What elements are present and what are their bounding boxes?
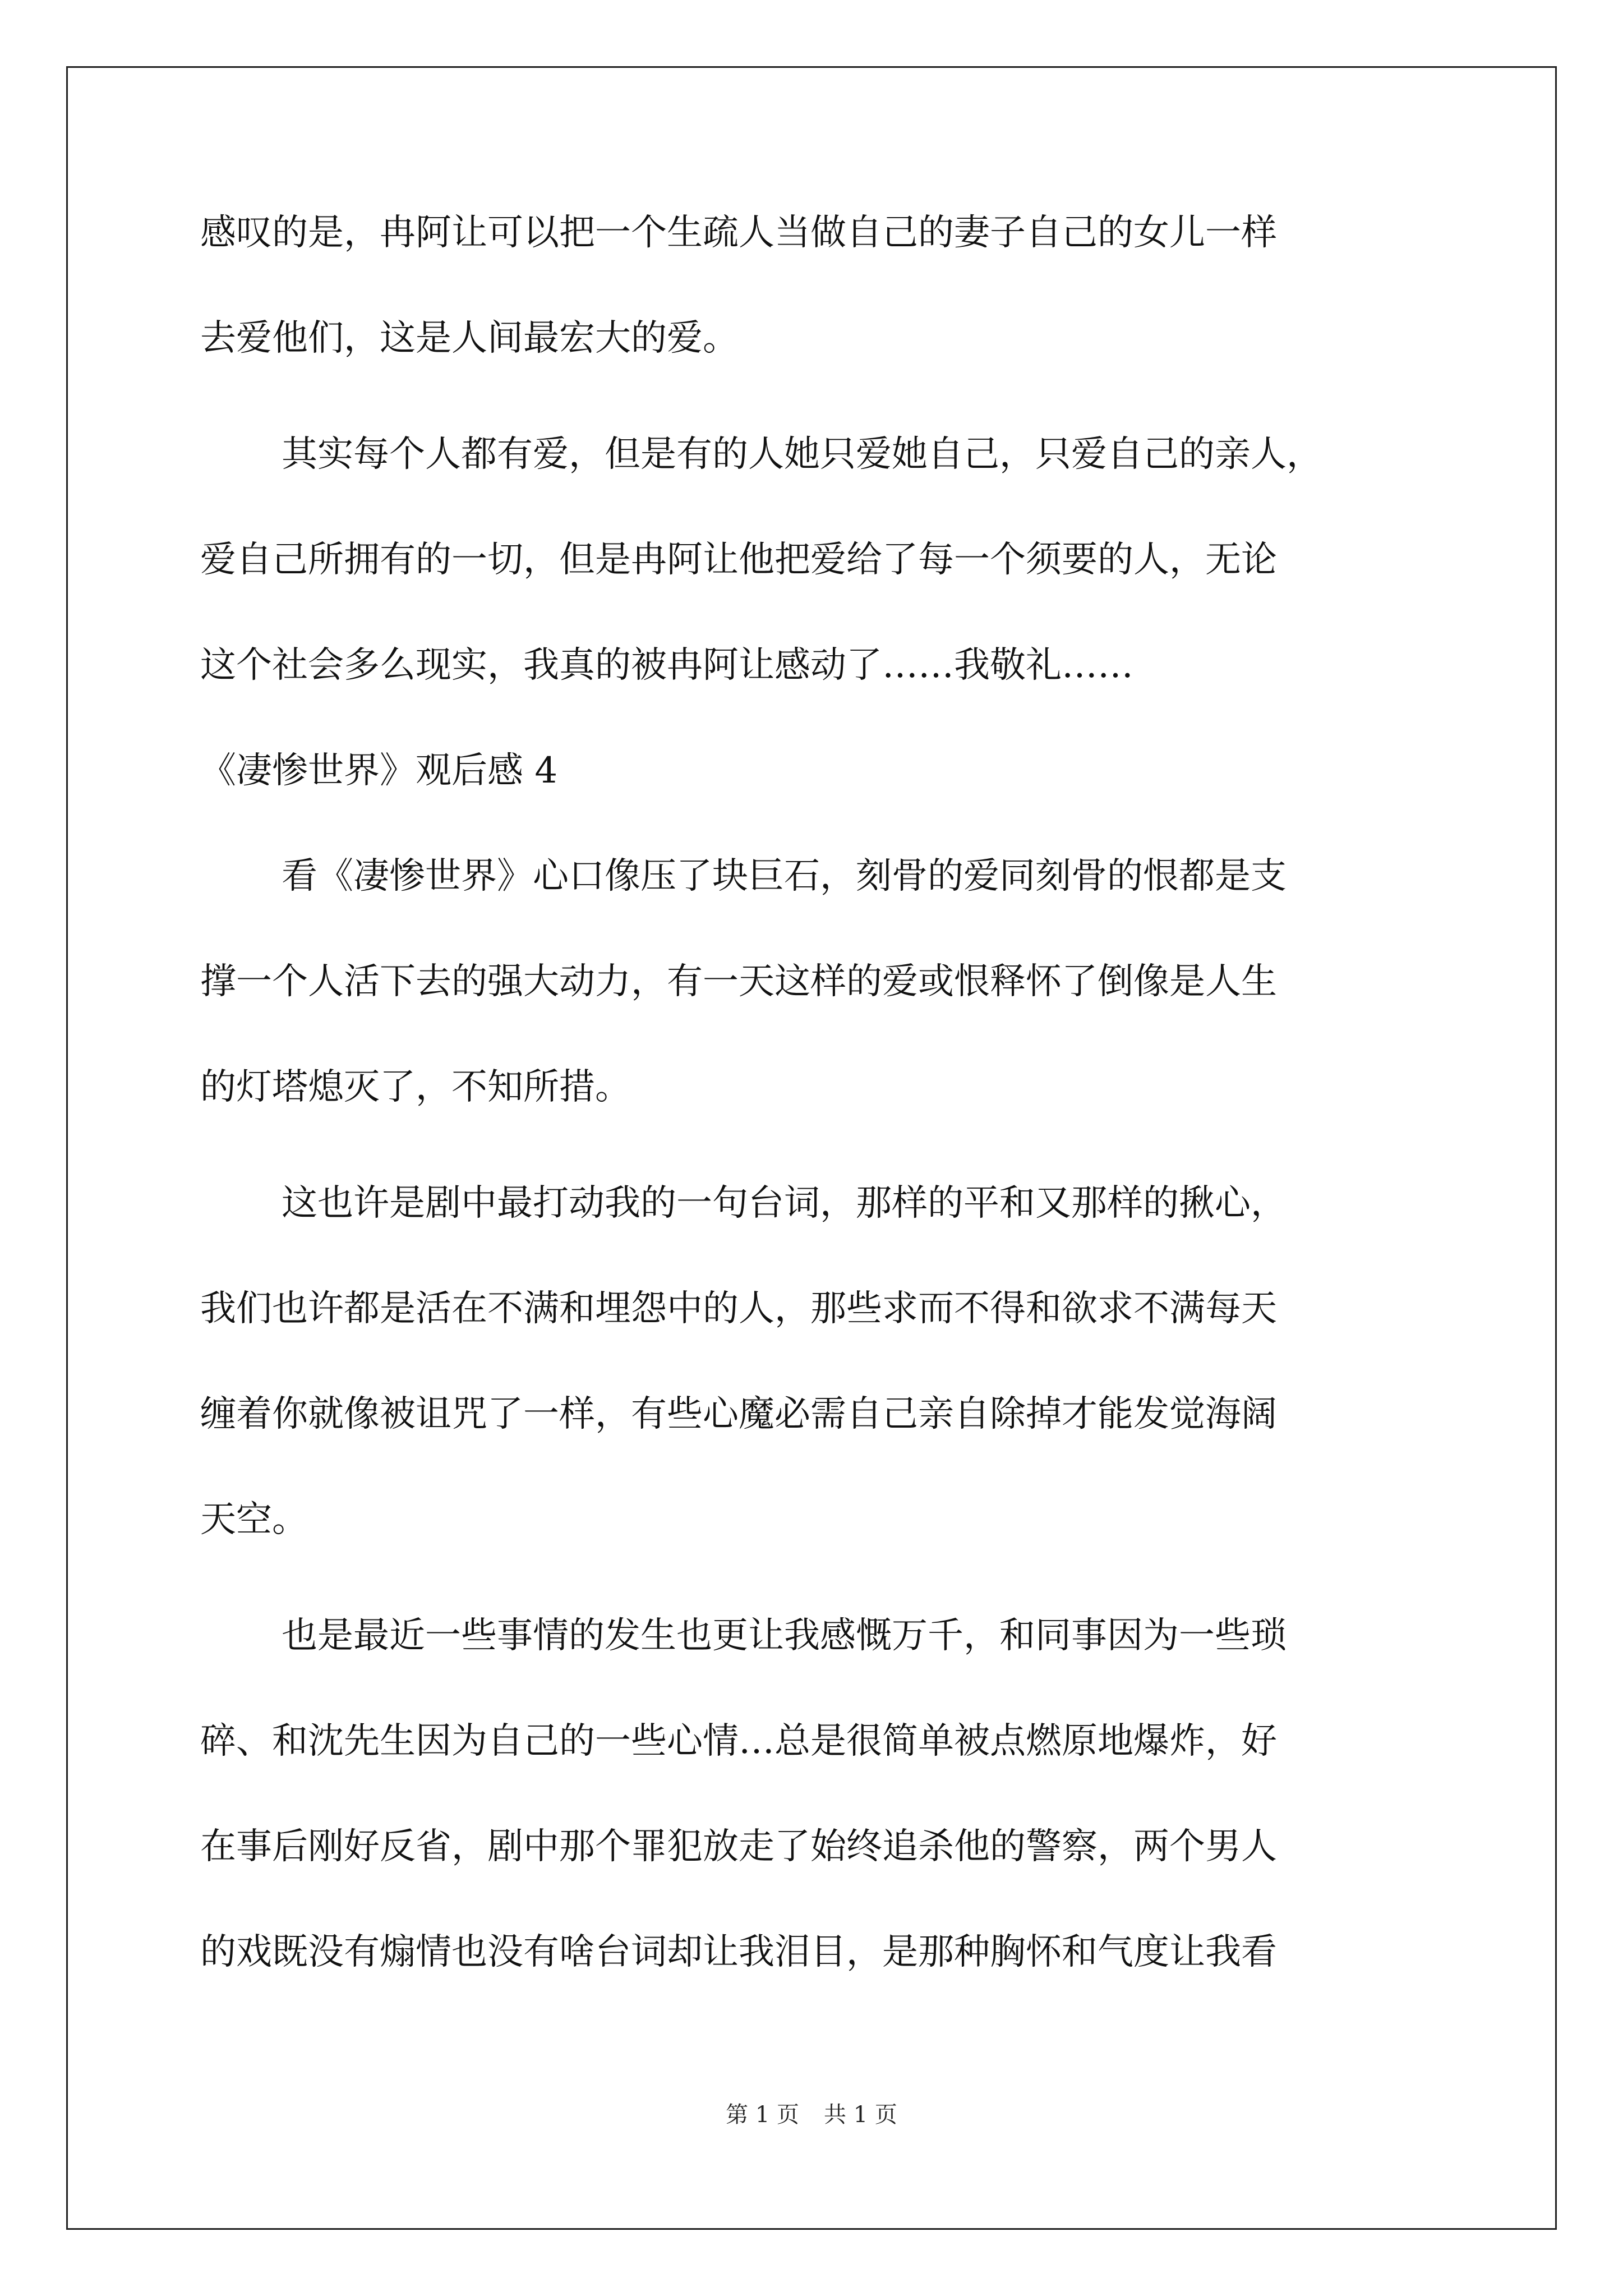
text-line: 撑一个人活下去的强大动力，有一天这样的爱或恨释怀了倒像是人生 — [200, 961, 1277, 1002]
text-line: 爱自己所拥有的一切，但是冉阿让他把爱给了每一个须要的人，无论 — [200, 539, 1277, 581]
paragraph-start: 这也许是剧中最打动我的一句台词，那样的平和又那样的揪心， — [282, 1182, 1287, 1224]
text-line: 感叹的是，冉阿让可以把一个生疏人当做自己的妻子自己的女儿一样 — [200, 212, 1277, 254]
text-line: 这个社会多么现实，我真的被冉阿让感动了……我敬礼…… — [200, 645, 1133, 686]
section-heading: 《凄惨世界》观后感 4 — [200, 750, 558, 792]
text-line: 的灯塔熄灭了，不知所措。 — [200, 1066, 631, 1108]
document-body — [200, 208, 1434, 2032]
paragraph-start: 其实每个人都有爱，但是有的人她只爱她自己，只爱自己的亲人， — [282, 434, 1322, 475]
text-line: 天空。 — [200, 1499, 308, 1540]
text-line: 去爱他们，这是人间最宏大的爱。 — [200, 318, 739, 359]
text-line: 在事后刚好反省，剧中那个罪犯放走了始终追杀他的警察，两个男人 — [200, 1826, 1277, 1867]
text-line: 缠着你就像被诅咒了一样，有些心魔必需自己亲自除掉才能发觉海阔 — [200, 1393, 1277, 1435]
text-line: 我们也许都是活在不满和埋怨中的人，那些求而不得和欲求不满每天 — [200, 1288, 1277, 1329]
paragraph-start: 也是最近一些事情的发生也更让我感慨万千，和同事因为一些琐 — [282, 1615, 1287, 1657]
page-number: 第 1 页 — [726, 2102, 799, 2128]
text-line: 的戏既没有煽情也没有啥台词却让我泪目，是那种胸怀和气度让我看 — [200, 1931, 1277, 1973]
paragraph-start: 看《凄惨世界》心口像压了块巨石，刻骨的爱同刻骨的恨都是支 — [282, 855, 1287, 897]
text-line: 碎、和沈先生因为自己的一些心情…总是很简单被点燃原地爆炸，好 — [200, 1720, 1277, 1762]
page-footer — [0, 2098, 1623, 2132]
page-total: 共 1 页 — [824, 2102, 897, 2128]
